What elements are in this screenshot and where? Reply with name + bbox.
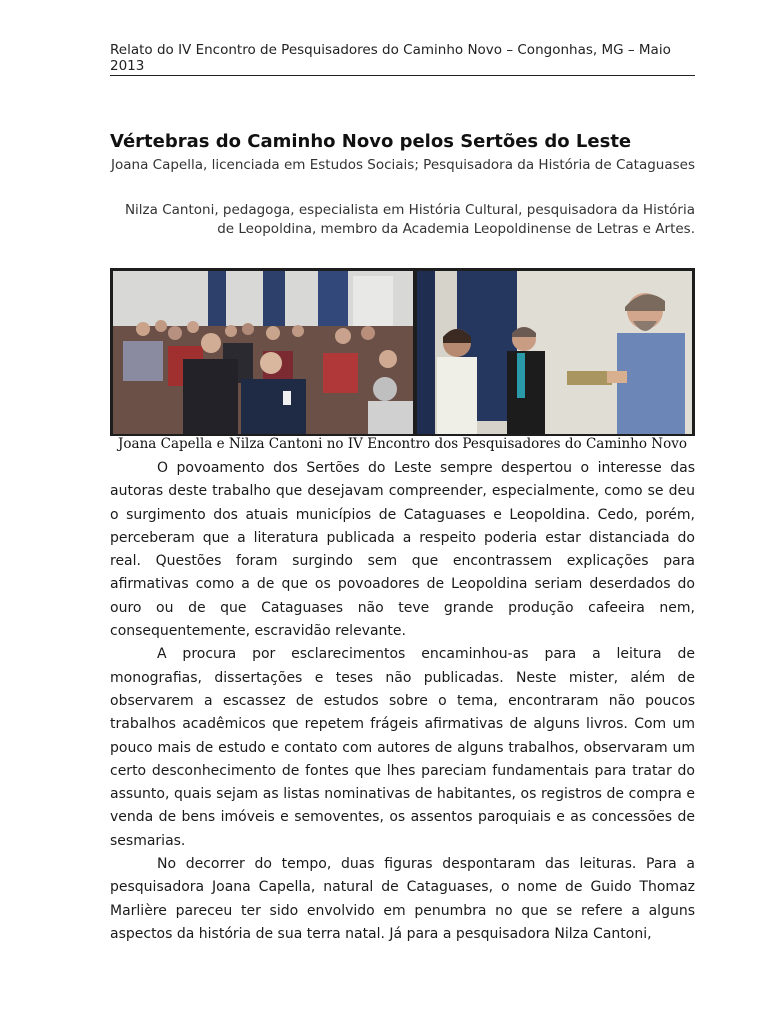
article-title: Vértebras do Caminho Novo pelos Sertões do Leste bbox=[110, 131, 632, 152]
paragraph: O povoamento dos Sertões do Leste sempre despertou o interesse das autoras deste trabalho que desejavam compreender, especialmente, como se deu o surgimento dos atuais municípios de Cataguases e Leopoldina. Cedo, porém, perceberam que a literatura publicada a respeito poderia estar distanciada do real. Questões foram surgindo sem que encontrassem explicações para afirmativas como a de que os povoadores de Leopoldina seriam deserdados do ouro ou de que Cataguases não teve grande produção cafeeira nem, consequentemente, escravidão relevante. bbox=[110, 460, 695, 640]
running-header: Relato do IV Encontro de Pesquisadores do Caminho Novo – Congonhas, MG – Maio 2013 bbox=[110, 42, 671, 74]
article-body bbox=[110, 457, 695, 946]
paragraph: A procura por esclarecimentos encaminhou-as para a leitura de monografias, dissertações e teses não publicadas. Neste mister, além de observarem a escassez de estudos sobre o tema, encontraram não poucos trabalhos acadêmicos que repetem frágeis afirmativas de alguns livros. Com um pouco mais de estudo e contato com autores de alguns trabalhos, observaram um certo desconhecimento de fontes que lhes pareciam fundamentais para tratar do assunto, quais sejam as listas nominativas de habitantes, os registros de compra e venda de bens imóveis e semoventes, os assentos paroquiais e as concessões de sesmarias. bbox=[110, 646, 695, 849]
paragraph: No decorrer do tempo, duas figuras despontaram das leituras. Para a pesquisadora Joana Capella, natural de Cataguases, o nome de Guido Thomaz Marlière pareceu ter sido envolvido em penumbra no que se refere a alguns aspectos da história de sua terra natal. Já para a pesquisadora Nilza Cantoni, bbox=[110, 856, 695, 942]
speakers-photo bbox=[417, 271, 692, 434]
author-joana-capella: Joana Capella, licenciada em Estudos Sociais; Pesquisadora da História de Cataguases bbox=[111, 157, 695, 173]
audience-photo bbox=[113, 271, 413, 434]
photo-caption: Joana Capella e Nilza Cantoni no IV Encontro dos Pesquisadores do Caminho Novo bbox=[118, 436, 687, 452]
header-divider bbox=[110, 75, 695, 76]
author-nilza-cantoni: Nilza Cantoni, pedagoga, especialista em História Cultural, pesquisadora da História de Leopoldina, membro da Academia Leopoldinense de Letras e Artes. bbox=[124, 202, 695, 237]
event-photo bbox=[110, 268, 695, 436]
